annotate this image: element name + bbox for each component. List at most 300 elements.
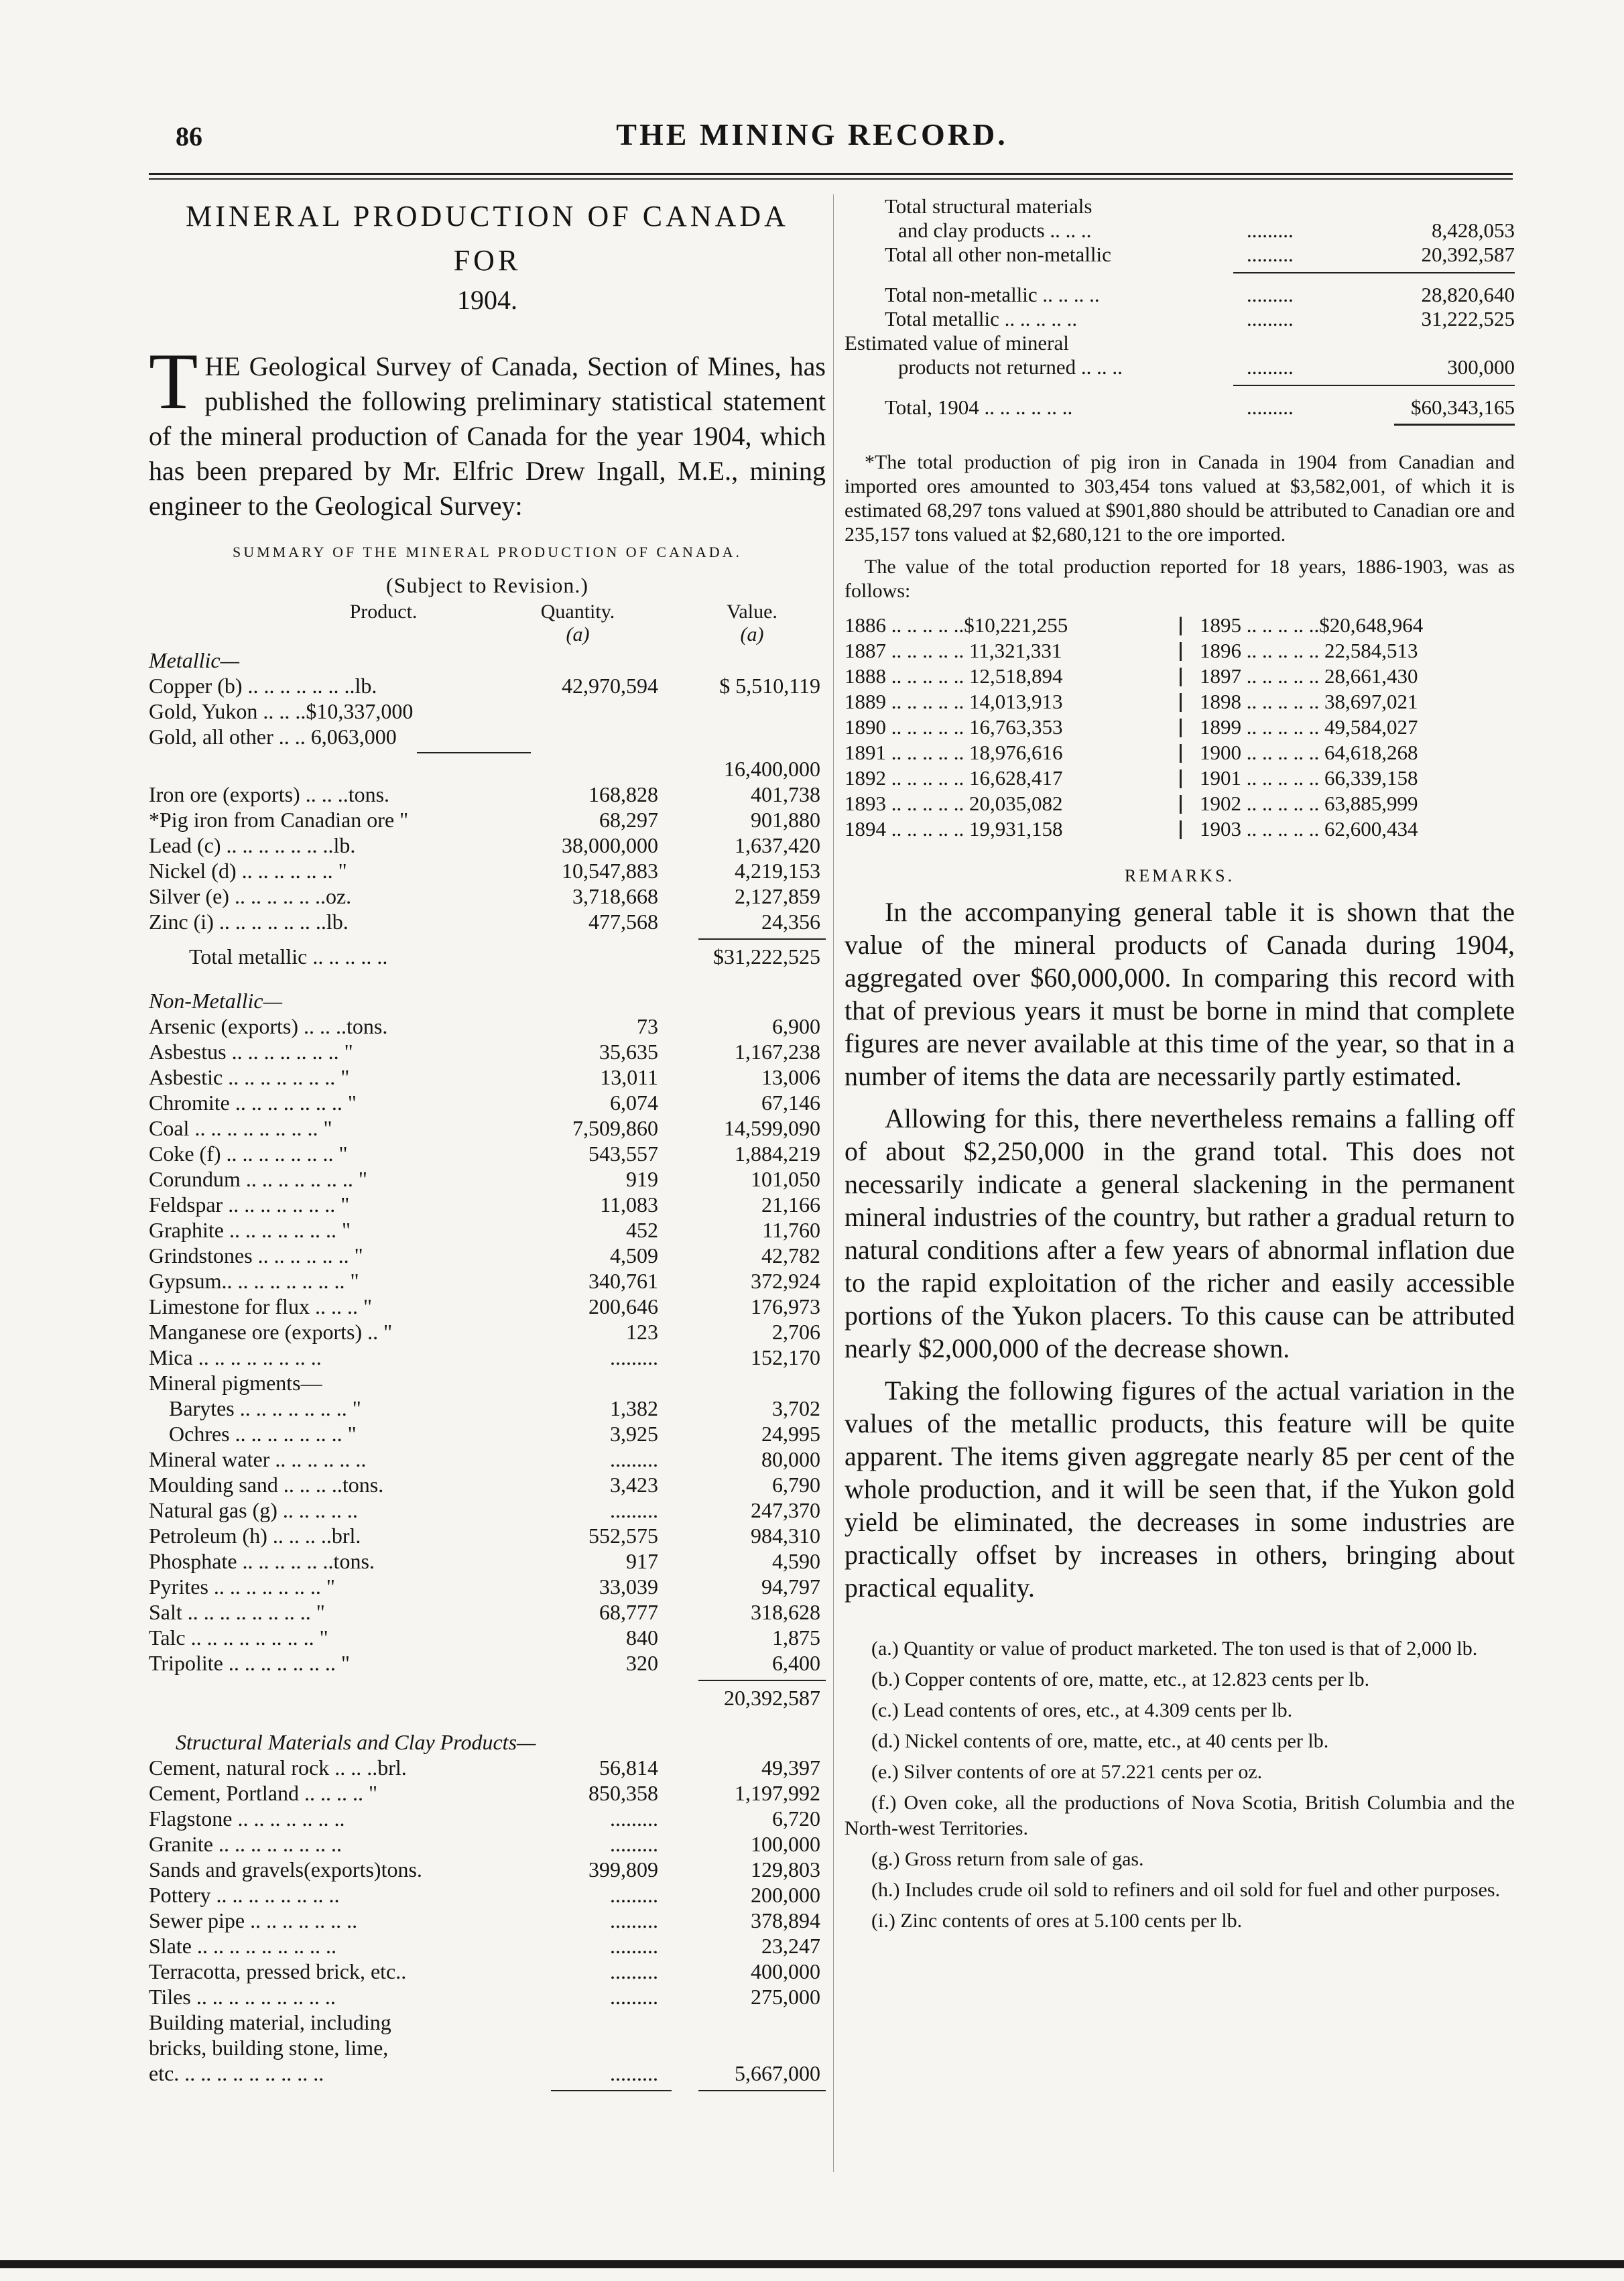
- year-divider: [1180, 617, 1182, 635]
- quantity-cell: .........: [610, 1447, 658, 1471]
- quantity-cell: 399,809: [588, 1857, 658, 1882]
- quantity-cell: 3,423: [610, 1473, 658, 1497]
- table-row: [149, 2035, 826, 2060]
- table-row: [149, 756, 826, 782]
- value-cell: 176,973: [751, 1294, 820, 1318]
- product-cell: Grindstones .. .. .. .. .. .. ": [149, 1243, 363, 1268]
- value-cell: 372,924: [751, 1269, 820, 1293]
- year-right-cell: 1896 .. .. .. .. .. 22,584,513: [1200, 639, 1418, 662]
- year-row: [845, 638, 1515, 664]
- structural-heading: Structural Materials and Clay Products—: [176, 1730, 536, 1754]
- quantity-cell: 42,970,594: [562, 674, 658, 698]
- year-row: [845, 791, 1515, 816]
- year-right-cell: 1902 .. .. .. .. .. 63,885,999: [1200, 792, 1418, 815]
- quantity-cell: 850,358: [588, 1781, 658, 1805]
- article-title: MINERAL PRODUCTION OF CANADA FOR: [186, 200, 789, 277]
- totals-value: 28,820,640: [1421, 283, 1515, 306]
- product-cell: Copper (b) .. .. .. .. .. .. ..lb.: [149, 674, 377, 698]
- footnote: (g.) Gross return from sale of gas.: [871, 1848, 1144, 1870]
- value-cell: 24,995: [761, 1422, 820, 1446]
- drop-cap: T: [149, 336, 198, 426]
- product-cell: *Pig iron from Canadian ore ": [149, 808, 409, 832]
- intro-text: HE Geological Survey of Canada, Section of Mines, has published the following preliminary statistical statement of the mineral production of Canada for the year 1904, which has been prepared by Mr. Elfric Drew Ingall, M.E., mining engineer to the Geological Survey:: [149, 351, 826, 521]
- year-divider: [1180, 744, 1182, 763]
- value-cell: $ 5,510,119: [719, 674, 820, 698]
- quantity-cell: 13,011: [600, 1065, 658, 1089]
- value-cell: 247,370: [751, 1498, 820, 1522]
- value-cell: 101,050: [751, 1167, 820, 1191]
- year-right-cell: 1895 .. .. .. .. ..$20,648,964: [1200, 613, 1424, 637]
- footnote: (f.) Oven coke, all the productions of Nova Scotia, British Columbia and the North-west Territories.: [845, 1792, 1515, 1839]
- quantity-cell: 3,718,668: [572, 884, 658, 908]
- nonmetallic-total-rule-row: [149, 1676, 826, 1685]
- totals-leader: .........: [1247, 355, 1294, 379]
- table-row: [149, 1650, 826, 1676]
- nonmetallic-heading: Non-Metallic—: [149, 989, 283, 1013]
- totals-label: and clay products .. .. ..: [898, 219, 1092, 242]
- table-row: [149, 1984, 826, 2010]
- left-column: [149, 194, 826, 2095]
- grand-total-rule: [1394, 424, 1515, 426]
- table-row: [149, 1857, 826, 1882]
- quantity-cell: 168,828: [588, 782, 658, 806]
- year-row: [845, 765, 1515, 791]
- quantity-cell: 7,509,860: [572, 1116, 658, 1140]
- product-cell: Limestone for flux .. .. .. ": [149, 1294, 372, 1318]
- remarks-title: REMARKS.: [1124, 866, 1235, 885]
- quantity-cell: .........: [610, 1985, 658, 2009]
- totals-value: $60,343,165: [1411, 395, 1515, 419]
- col-quantity-note: (a): [566, 623, 590, 645]
- quantity-cell: .........: [610, 1345, 658, 1369]
- pig-iron-footnote: *The total production of pig iron in Canada in 1904 from Canadian and imported ores amounted to 303,454 tons valued at $3,582,001, of which it is estimated 68,297 tons valued at $901,880 should be attributed to Canadian ore and 235,157 tons valued at $2,680,121 to the ore imported.: [845, 451, 1515, 546]
- footnote: (d.) Nickel contents of ore, matte, etc., at 40 cents per lb.: [871, 1730, 1329, 1752]
- year-row: [845, 613, 1515, 638]
- product-cell: Flagstone .. .. .. .. .. .. ..: [149, 1806, 345, 1831]
- totals-row: [845, 283, 1515, 307]
- totals-row: [845, 243, 1515, 267]
- year-divider: [1180, 769, 1182, 788]
- totals-label: Total non-metallic .. .. .. ..: [885, 283, 1100, 306]
- product-cell: Asbestic .. .. .. .. .. .. .. ": [149, 1065, 350, 1089]
- value-cell: 1,884,219: [735, 1142, 820, 1166]
- table-row: [149, 1806, 826, 1831]
- right-column: [845, 194, 1515, 1934]
- product-cell: Building material, including: [149, 2010, 391, 2034]
- totals-row: [845, 395, 1515, 420]
- product-cell: Graphite .. .. .. .. .. .. .. ": [149, 1218, 351, 1242]
- footnote: (e.) Silver contents of ore at 57.221 cents per oz.: [871, 1761, 1263, 1783]
- header-rule-2: [149, 178, 1513, 180]
- table-row: [149, 724, 826, 749]
- quantity-cell: 917: [626, 1549, 658, 1573]
- product-cell: Coke (f) .. .. .. .. .. .. .. ": [149, 1142, 348, 1166]
- product-cell: Tripolite .. .. .. .. .. .. .. ": [149, 1651, 350, 1675]
- year-left-cell: 1891 .. .. .. .. .. 18,976,616: [845, 741, 1063, 764]
- totals-leader: .........: [1247, 219, 1294, 242]
- gold-subtotal-rule: [417, 752, 531, 753]
- year-left-cell: 1890 .. .. .. .. .. 16,763,353: [845, 715, 1063, 739]
- value-cell: 4,219,153: [735, 859, 820, 883]
- nonmetallic-table: [149, 1013, 826, 1676]
- product-cell: Feldspar .. .. .. .. .. .. .. ": [149, 1192, 350, 1217]
- quantity-cell: .........: [610, 1498, 658, 1522]
- table-row: [149, 1780, 826, 1806]
- year-divider: [1180, 668, 1182, 686]
- footnote: (h.) Includes crude oil sold to refiners and oil sold for fuel and other purposes.: [871, 1879, 1501, 1901]
- value-cell: 6,720: [772, 1806, 820, 1831]
- product-cell: Tiles .. .. .. .. .. .. .. .. ..: [149, 1985, 336, 2009]
- product-cell: Granite .. .. .. .. .. .. .. ..: [149, 1832, 342, 1856]
- totals-rule-row: [845, 267, 1515, 283]
- year-divider: [1180, 693, 1182, 712]
- table-row: [149, 1959, 826, 1984]
- table-row: [149, 1599, 826, 1625]
- metallic-total-rule: [698, 938, 826, 940]
- value-cell: 1,197,992: [735, 1781, 820, 1805]
- quantity-cell: .........: [610, 1883, 658, 1907]
- value-cell: 67,146: [761, 1091, 820, 1115]
- table-row: [149, 1908, 826, 1933]
- value-cell: 901,880: [751, 808, 820, 832]
- product-cell: Arsenic (exports) .. .. ..tons.: [149, 1014, 388, 1038]
- structural-end-rule-row: [149, 2086, 826, 2095]
- table-row: [149, 1755, 826, 1780]
- product-cell: Silver (e) .. .. .. .. .. ..oz.: [149, 884, 352, 908]
- table-row: [149, 1421, 826, 1446]
- table-row: [149, 833, 826, 858]
- product-cell: Nickel (d) .. .. .. .. .. .. ": [149, 859, 347, 883]
- year-row: [845, 715, 1515, 740]
- quantity-cell: .........: [610, 1908, 658, 1932]
- year-row: [845, 664, 1515, 689]
- table-row: [149, 698, 826, 724]
- total-metallic-value: $31,222,525: [713, 944, 820, 969]
- table-row: [149, 1090, 826, 1115]
- intro-paragraph: [149, 336, 826, 523]
- quantity-cell: 73: [637, 1014, 658, 1038]
- quantity-cell: .........: [610, 1832, 658, 1856]
- bottom-edge-bar: [0, 2260, 1624, 2268]
- year-left-cell: 1892 .. .. .. .. .. 16,628,417: [845, 766, 1063, 790]
- year-divider: [1180, 642, 1182, 661]
- product-cell: Gold, all other .. .. 6,063,000: [149, 725, 397, 749]
- product-cell: Gypsum.. .. .. .. .. .. .. .. ": [149, 1269, 359, 1293]
- remarks-paragraph: Taking the following figures of the actual variation in the values of the metallic products, this feature will be quite apparent. The items given aggregate nearly 85 per cent of the whole production, and it will be seen that, if the Yukon gold yield be eliminated, the decreases in some industries are practically offset by increases in others, bringing about practical equality.: [845, 1375, 1515, 1603]
- value-cell: 318,628: [751, 1600, 820, 1624]
- nonmetallic-total-value: 20,392,587: [724, 1686, 820, 1710]
- quantity-cell: 452: [626, 1218, 658, 1242]
- quantity-cell: 340,761: [588, 1269, 658, 1293]
- year-right-cell: 1900 .. .. .. .. .. 64,618,268: [1200, 741, 1418, 764]
- remarks-paragraph: Allowing for this, there nevertheless remains a falling off of about $2,250,000 in the grand total. This does not necessarily indicate a general slackening in the permanent mineral industries of the country, but rather a gradual return to natural conditions after a few years of abnormal inflation due to the rapid exploitation of the richer and easily accessible portions of the Yukon placers. To this cause can be attributed nearly $2,000,000 of the decrease shown.: [845, 1103, 1515, 1363]
- totals-value: 8,428,053: [1432, 219, 1515, 242]
- value-cell: 984,310: [751, 1524, 820, 1548]
- table-row: [149, 1268, 826, 1294]
- quantity-cell: 320: [626, 1651, 658, 1675]
- annual-production-table: [845, 613, 1515, 842]
- metallic-heading: Metallic—: [149, 648, 240, 672]
- table-row: [149, 1217, 826, 1243]
- product-cell: Gold, Yukon .. .. ..$10,337,000: [149, 699, 414, 723]
- table-row: [149, 1831, 826, 1857]
- running-title: THE MINING RECORD.: [616, 117, 1008, 151]
- totals-leader: .........: [1247, 243, 1294, 266]
- totals-value: 31,222,525: [1421, 307, 1515, 330]
- nonmetallic-total-rule: [698, 1680, 826, 1681]
- product-cell: Zinc (i) .. .. .. .. .. .. ..lb.: [149, 910, 349, 934]
- remarks-body: [845, 896, 1515, 1604]
- table-row: [149, 1882, 826, 1908]
- value-cell: 14,599,090: [724, 1116, 820, 1140]
- totals-row: [845, 355, 1515, 379]
- quantity-cell: 68,777: [599, 1600, 658, 1624]
- table-row: [149, 1166, 826, 1192]
- value-cell: 24,356: [761, 910, 820, 934]
- summary-title: SUMMARY OF THE MINERAL PRODUCTION OF CANADA.: [232, 544, 743, 560]
- quantity-cell: .........: [610, 1959, 658, 1983]
- grand-total-rule-row: [845, 420, 1515, 433]
- quantity-cell: 543,557: [588, 1142, 658, 1166]
- table-row: [149, 1319, 826, 1345]
- table-row: [149, 673, 826, 698]
- year-left-cell: 1893 .. .. .. .. .. 20,035,082: [845, 792, 1063, 815]
- totals-label: Total structural materials: [885, 194, 1092, 218]
- value-cell: 21,166: [761, 1192, 820, 1217]
- product-cell: Iron ore (exports) .. .. ..tons.: [149, 782, 390, 806]
- product-cell: Petroleum (h) .. .. .. ..brl.: [149, 1524, 361, 1548]
- page-number: 86: [176, 121, 202, 151]
- table-row: [149, 858, 826, 883]
- value-cell: 6,790: [772, 1473, 820, 1497]
- value-cell: 100,000: [751, 1832, 820, 1856]
- year-left-cell: 1886 .. .. .. .. ..$10,221,255: [845, 613, 1068, 637]
- totals-leader: .........: [1247, 395, 1294, 419]
- table-row: [149, 883, 826, 909]
- year-left-cell: 1894 .. .. .. .. .. 19,931,158: [845, 817, 1063, 841]
- table-row: [149, 1523, 826, 1548]
- year-right-cell: 1898 .. .. .. .. .. 38,697,021: [1200, 690, 1418, 713]
- totals-rule: [1233, 385, 1515, 386]
- table-row: [149, 1574, 826, 1599]
- totals-label: Total metallic .. .. .. .. ..: [885, 307, 1078, 330]
- product-cell: Ochres .. .. .. .. .. .. .. ": [169, 1422, 357, 1446]
- col-product-header: Product.: [349, 601, 418, 623]
- quantity-cell: 123: [626, 1320, 658, 1344]
- product-cell: Pottery .. .. .. .. .. .. .. ..: [149, 1883, 340, 1907]
- value-cell: 2,127,859: [735, 884, 820, 908]
- product-cell: etc. .. .. .. .. .. .. .. .. ..: [149, 2061, 324, 2085]
- value-cell: 1,875: [772, 1625, 820, 1650]
- value-cell: 200,000: [751, 1883, 820, 1907]
- metallic-total-rule-row: [149, 934, 826, 944]
- table-row: [149, 1396, 826, 1421]
- table-row: [149, 1933, 826, 1959]
- value-cell: 6,900: [772, 1014, 820, 1038]
- quantity-cell: 11,083: [600, 1192, 658, 1217]
- structural-end-rule-left: [551, 2090, 672, 2091]
- year-divider: [1180, 820, 1182, 839]
- structural-table: [149, 1755, 826, 2086]
- year-left-cell: 1887 .. .. .. .. .. 11,321,331: [845, 639, 1062, 662]
- product-cell: Asbestus .. .. .. .. .. .. .. ": [149, 1040, 353, 1064]
- product-cell: Pyrites .. .. .. .. .. .. .. ": [149, 1575, 335, 1599]
- product-cell: Talc .. .. .. .. .. .. .. .. ": [149, 1625, 328, 1650]
- year-divider: [1180, 719, 1182, 737]
- totals-value: 300,000: [1447, 355, 1515, 379]
- quantity-cell: .........: [610, 1806, 658, 1831]
- product-cell: Slate .. .. .. .. .. .. .. .. ..: [149, 1934, 336, 1958]
- product-cell: Mineral water .. .. .. .. .. ..: [149, 1447, 367, 1471]
- product-cell: Terracotta, pressed brick, etc..: [149, 1959, 407, 1983]
- quantity-cell: 33,039: [599, 1575, 658, 1599]
- year-row: [845, 816, 1515, 842]
- product-cell: Cement, natural rock .. .. ..brl.: [149, 1755, 407, 1780]
- quantity-cell: 552,575: [588, 1524, 658, 1548]
- value-cell: 5,667,000: [735, 2061, 820, 2085]
- product-cell: Phosphate .. .. .. .. .. ..tons.: [149, 1549, 375, 1573]
- summary-column-headers: [149, 598, 826, 648]
- quantity-cell: 56,814: [599, 1755, 658, 1780]
- table-row: [149, 807, 826, 833]
- table-row: [149, 1192, 826, 1217]
- footnotes: [845, 1636, 1515, 1934]
- col-quantity-header: Quantity.: [540, 601, 615, 623]
- totals-row: [845, 307, 1515, 331]
- quantity-cell: 35,635: [599, 1040, 658, 1064]
- table-row: [149, 1548, 826, 1574]
- totals-row: [845, 331, 1515, 355]
- product-cell: Lead (c) .. .. .. .. .. .. ..lb.: [149, 833, 356, 857]
- quantity-cell: 3,925: [610, 1422, 658, 1446]
- product-cell: Sewer pipe .. .. .. .. .. .. ..: [149, 1908, 358, 1932]
- value-cell: 23,247: [761, 1934, 820, 1958]
- totals-label: Total, 1904 .. .. .. .. .. ..: [885, 395, 1073, 419]
- year-row: [845, 740, 1515, 765]
- value-cell: 2,706: [772, 1320, 820, 1344]
- value-cell: 94,797: [761, 1575, 820, 1599]
- product-cell: Mica .. .. .. .. .. .. .. ..: [149, 1345, 322, 1369]
- quantity-cell: 6,074: [610, 1091, 658, 1115]
- year-right-cell: 1903 .. .. .. .. .. 62,600,434: [1200, 817, 1418, 841]
- value-cell: 16,400,000: [724, 757, 820, 781]
- summary-subtitle: (Subject to Revision.): [386, 573, 588, 597]
- column-divider: [833, 194, 834, 2172]
- table-row: [149, 1497, 826, 1523]
- total-metallic-row: [149, 944, 826, 969]
- product-cell: Coal .. .. .. .. .. .. .. .. ": [149, 1116, 332, 1140]
- table-row: [149, 1446, 826, 1472]
- table-row: [149, 1115, 826, 1141]
- product-cell: Chromite .. .. .. .. .. .. .. ": [149, 1091, 357, 1115]
- col-value-header: Value.: [727, 601, 777, 623]
- product-cell: bricks, building stone, lime,: [149, 2036, 389, 2060]
- totals-row: [845, 219, 1515, 243]
- value-cell: 4,590: [772, 1549, 820, 1573]
- table-row: [149, 2060, 826, 2086]
- quantity-cell: 38,000,000: [562, 833, 658, 857]
- metallic-table: [149, 673, 826, 934]
- article-year: 1904.: [457, 285, 517, 315]
- value-cell: 378,894: [751, 1908, 820, 1932]
- product-cell: Sands and gravels(exports)tons.: [149, 1857, 422, 1882]
- table-row: [149, 2010, 826, 2035]
- product-cell: Natural gas (g) .. .. .. .. ..: [149, 1498, 358, 1522]
- quantity-cell: .........: [610, 1934, 658, 1958]
- totals-label: Total all other non-metallic: [885, 243, 1111, 266]
- year-left-cell: 1888 .. .. .. .. .. 12,518,894: [845, 664, 1063, 688]
- table-row: [149, 1625, 826, 1650]
- year-right-cell: 1901 .. .. .. .. .. 66,339,158: [1200, 766, 1418, 790]
- nonmetallic-total-row: [149, 1685, 826, 1711]
- totals-value: 20,392,587: [1421, 243, 1515, 266]
- value-cell: 11,760: [762, 1218, 820, 1242]
- totals-leader: .........: [1247, 307, 1294, 330]
- col-value-note: (a): [740, 623, 764, 645]
- year-divider: [1180, 795, 1182, 814]
- year-right-cell: 1899 .. .. .. .. .. 49,584,027: [1200, 715, 1418, 739]
- value-cell: 400,000: [751, 1959, 820, 1983]
- quantity-cell: 919: [626, 1167, 658, 1191]
- quantity-cell: 4,509: [610, 1243, 658, 1268]
- structural-end-rule-right: [698, 2090, 826, 2091]
- table-row: [149, 1294, 826, 1319]
- quantity-cell: .........: [610, 2061, 658, 2085]
- table-row: [149, 1064, 826, 1090]
- value-cell: 1,167,238: [735, 1040, 820, 1064]
- totals-label: Estimated value of mineral: [845, 331, 1069, 355]
- totals-rule: [1233, 272, 1515, 273]
- totals-leader: .........: [1247, 283, 1294, 306]
- total-metallic-label: Total metallic .. .. .. .. ..: [189, 944, 388, 969]
- value-cell: 49,397: [761, 1755, 820, 1780]
- footnote: (c.) Lead contents of ores, etc., at 4.309 cents per lb.: [871, 1699, 1293, 1721]
- value-cell: 275,000: [751, 1985, 820, 2009]
- quantity-cell: 477,568: [588, 910, 658, 934]
- totals-rule-row: [845, 379, 1515, 395]
- quantity-cell: 840: [626, 1625, 658, 1650]
- header-rule: [149, 173, 1513, 175]
- value-cell: 3,702: [772, 1396, 820, 1420]
- quantity-cell: 200,646: [588, 1294, 658, 1318]
- table-row: [149, 1039, 826, 1064]
- product-cell: Mineral pigments—: [149, 1371, 322, 1395]
- table-row: [149, 909, 826, 934]
- metallic-heading-row: [149, 648, 826, 673]
- quantity-cell: 1,382: [610, 1396, 658, 1420]
- product-cell: Moulding sand .. .. .. ..tons.: [149, 1473, 384, 1497]
- value-cell: 42,782: [761, 1243, 820, 1268]
- year-right-cell: 1897 .. .. .. .. .. 28,661,430: [1200, 664, 1418, 688]
- value-cell: 6,400: [772, 1651, 820, 1675]
- value-cell: 152,170: [751, 1345, 820, 1369]
- value-cell: 13,006: [761, 1065, 820, 1089]
- year-left-cell: 1889 .. .. .. .. .. 14,013,913: [845, 690, 1063, 713]
- remarks-paragraph: In the accompanying general table it is shown that the value of the mineral products of Canada during 1904, aggregated over $60,000,000. In comparing this record with that of previous years it must be borne in mind that complete figures are never available at this time of the year, so that in a number of items the data are necessarily partly estimated.: [845, 897, 1515, 1091]
- product-cell: Barytes .. .. .. .. .. .. .. ": [169, 1396, 361, 1420]
- product-cell: Manganese ore (exports) .. ": [149, 1320, 393, 1344]
- product-cell: Cement, Portland .. .. .. .. ": [149, 1781, 378, 1805]
- value-cell: 80,000: [761, 1447, 820, 1471]
- value-cell: 1,637,420: [735, 833, 820, 857]
- value-cell: 401,738: [751, 782, 820, 806]
- nonmetallic-heading-row: [149, 988, 826, 1013]
- footnote: (b.) Copper contents of ore, matte, etc., at 12.823 cents per lb.: [871, 1668, 1370, 1690]
- gold-subtotal-rule-row: [149, 749, 826, 756]
- totals-row: [845, 194, 1515, 219]
- grand-totals-table: [845, 194, 1515, 433]
- table-row: [149, 1370, 826, 1396]
